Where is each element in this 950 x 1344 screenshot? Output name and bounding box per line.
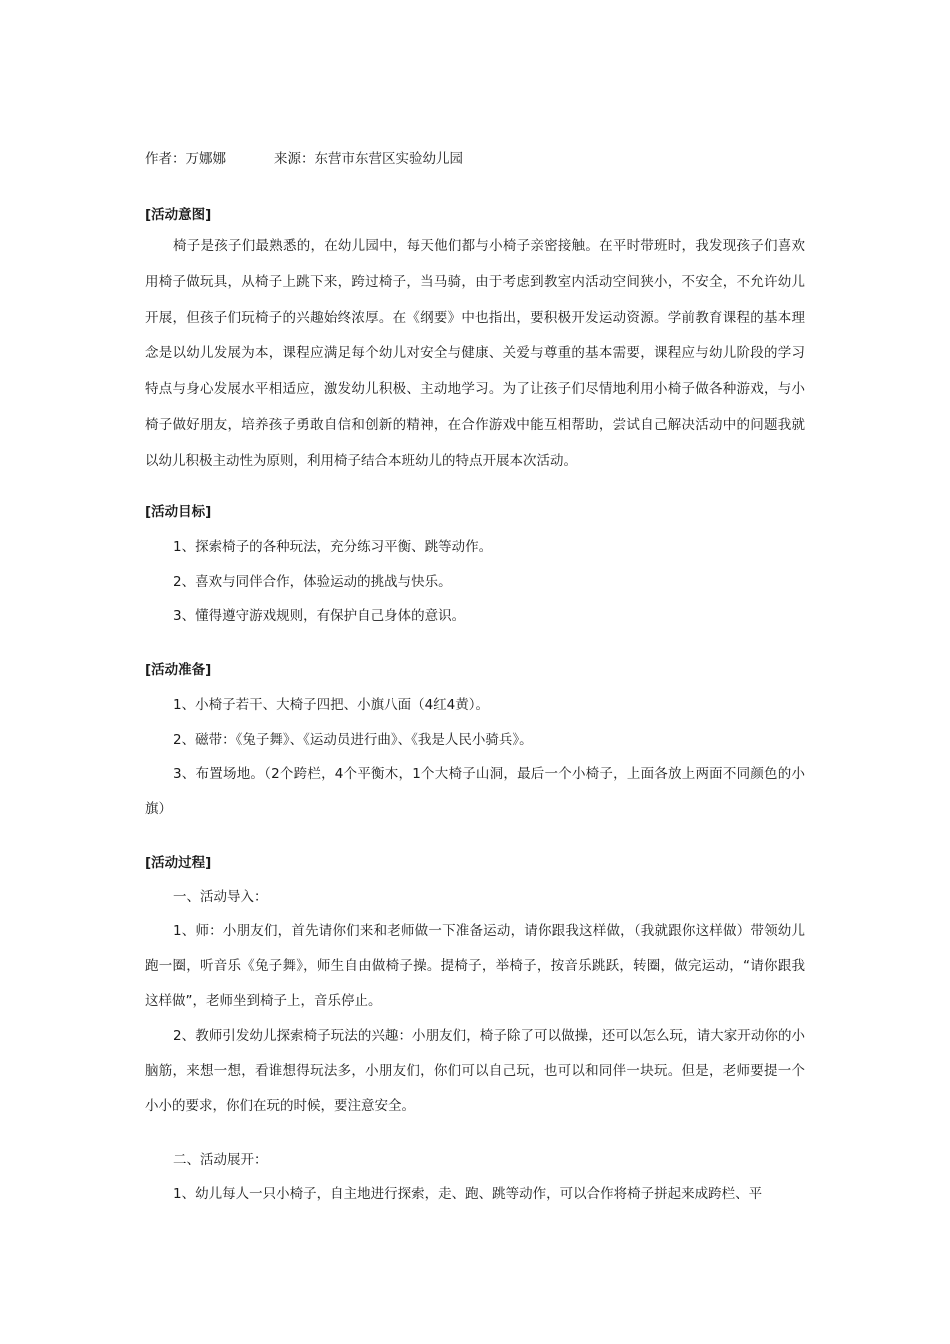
- process-part1-title: 一、活动导入：: [173, 889, 268, 905]
- prep-item-2: 2、磁带：《兔子舞》、《运动员进行曲》、《我是人民小骑兵》。: [173, 732, 533, 748]
- section-heading-process: [活动过程]: [145, 855, 212, 871]
- process-part2-item1: 1、幼儿每人一只小椅子，自主地进行探索，走、跑、跳等动作，可以合作将椅子拼起来成跨栏、平: [173, 1186, 763, 1202]
- section-heading-prep: [活动准备]: [145, 662, 212, 678]
- article-meta: [145, 150, 463, 168]
- prep-item-3: 3、布置场地。（2个跨栏，4个平衡木，1个大椅子山洞，最后一个小椅子，上面各放上两面不同颜色的小旗）: [145, 766, 805, 817]
- source: 来源：东营市东营区实验幼儿园: [274, 151, 463, 167]
- intent-paragraph: 椅子是孩子们最熟悉的，在幼儿园中，每天他们都与小椅子亲密接触。在平时带班时，我发现孩子们喜欢用椅子做玩具，从椅子上跳下来，跨过椅子，当马骑，由于考虑到教室内活动空间狭小，不安全，不允许幼儿开展，但孩子们玩椅子的兴趣始终浓厚。在《纲要》中也指出，要积极开发运动资源。学前教育课程的基本理念是以幼儿发展为本，课程应满足每个幼儿对安全与健康、关爱与尊重的基本需要，课程应与幼儿阶段的学习特点与身心发展水平相适应，激发幼儿积极、主动地学习。为了让孩子们尽情地利用小椅子做各种游戏，与小椅子做好朋友，培养孩子勇敢自信和创新的精神，在合作游戏中能互相帮助，尝试自己解决活动中的问题我就以幼儿积极主动性为原则，利用椅子结合本班幼儿的特点开展本次活动。: [145, 238, 805, 469]
- author: 作者：万娜娜: [145, 151, 226, 167]
- section-heading-intent: [活动意图]: [145, 207, 212, 223]
- prep-item-1: 1、小椅子若干、大椅子四把、小旗八面（4红4黄）。: [173, 697, 490, 713]
- section-heading-goals: [活动目标]: [145, 504, 212, 520]
- goal-item-3: 3、懂得遵守游戏规则，有保护自己身体的意识。: [173, 608, 466, 624]
- goal-item-1: 1、探索椅子的各种玩法，充分练习平衡、跳等动作。: [173, 539, 493, 555]
- goal-item-2: 2、喜欢与同伴合作，体验运动的挑战与快乐。: [173, 574, 452, 590]
- process-part2-title: 二、活动展开：: [173, 1152, 268, 1168]
- process-part1-item2: 2、教师引发幼儿探索椅子玩法的兴趣：小朋友们，椅子除了可以做操，还可以怎么玩，请大家开动你的小脑筋，来想一想，看谁想得玩法多，小朋友们，你们可以自己玩，也可以和同伴一块玩。但是，老师要提一个小小的要求，你们在玩的时候，要注意安全。: [145, 1028, 805, 1114]
- process-part1-item1: 1、师：小朋友们，首先请你们来和老师做一下准备运动，请你跟我这样做，（我就跟你这样做）带领幼儿跑一圈，听音乐《兔子舞》，师生自由做椅子操。提椅子，举椅子，按音乐跳跃，转圈，做完运动，“请你跟我这样做”，老师坐到椅子上，音乐停止。: [145, 923, 805, 1009]
